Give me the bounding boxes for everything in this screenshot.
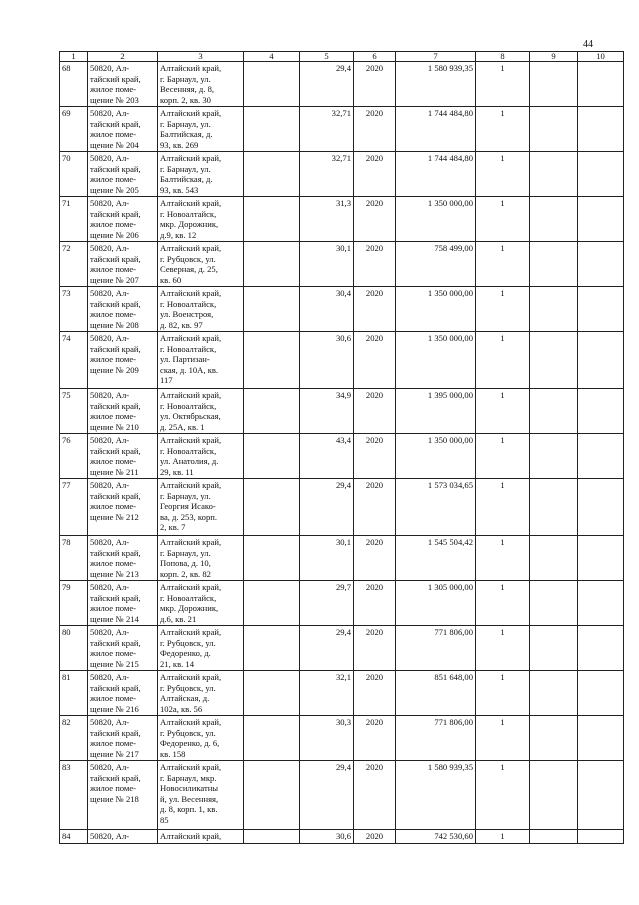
row-number: 84 bbox=[60, 830, 88, 844]
area-value: 31,3 bbox=[300, 197, 354, 242]
year-value: 2020 bbox=[354, 62, 396, 107]
object-name: 50820, Ал- тайский край, жилое поме- щение № 214 bbox=[88, 581, 158, 626]
cell-col4 bbox=[244, 626, 300, 671]
cell-col4 bbox=[244, 716, 300, 761]
table-row bbox=[60, 107, 624, 152]
object-name: 50820, Ал- тайский край, жилое поме- щение № 208 bbox=[88, 287, 158, 332]
column-header: 7 bbox=[396, 52, 476, 62]
table-row bbox=[60, 671, 624, 716]
cell-col10 bbox=[578, 152, 624, 197]
object-name: 50820, Ал- тайский край, жилое поме- щение № 206 bbox=[88, 197, 158, 242]
object-address: Алтайский край, г. Барнаул, ул. Весенняя, д. 8, корп. 2, кв. 30 bbox=[158, 62, 244, 107]
cost-value: 742 530,60 bbox=[396, 830, 476, 844]
year-value: 2020 bbox=[354, 830, 396, 844]
quantity-value: 1 bbox=[476, 716, 530, 761]
column-header: 9 bbox=[530, 52, 578, 62]
year-value: 2020 bbox=[354, 434, 396, 479]
year-value: 2020 bbox=[354, 761, 396, 830]
cell-col10 bbox=[578, 287, 624, 332]
quantity-value: 1 bbox=[476, 389, 530, 434]
cell-col9 bbox=[530, 107, 578, 152]
quantity-value: 1 bbox=[476, 626, 530, 671]
year-value: 2020 bbox=[354, 536, 396, 581]
cost-value: 1 350 000,00 bbox=[396, 197, 476, 242]
cell-col4 bbox=[244, 581, 300, 626]
page-number: 44 bbox=[583, 39, 593, 50]
column-header: 8 bbox=[476, 52, 530, 62]
column-header: 4 bbox=[244, 52, 300, 62]
cell-col10 bbox=[578, 671, 624, 716]
row-number: 81 bbox=[60, 671, 88, 716]
cost-value: 1 744 484,80 bbox=[396, 107, 476, 152]
area-value: 30,4 bbox=[300, 287, 354, 332]
cost-value: 1 545 504,42 bbox=[396, 536, 476, 581]
table-row bbox=[60, 152, 624, 197]
column-number-header bbox=[60, 52, 624, 62]
area-value: 34,9 bbox=[300, 389, 354, 434]
cost-value: 1 305 000,00 bbox=[396, 581, 476, 626]
quantity-value: 1 bbox=[476, 536, 530, 581]
object-name: 50820, Ал- тайский край, жилое поме- щение № 211 bbox=[88, 434, 158, 479]
cell-col4 bbox=[244, 830, 300, 844]
row-number: 78 bbox=[60, 536, 88, 581]
year-value: 2020 bbox=[354, 197, 396, 242]
cell-col4 bbox=[244, 152, 300, 197]
area-value: 30,1 bbox=[300, 536, 354, 581]
cell-col10 bbox=[578, 830, 624, 844]
cell-col4 bbox=[244, 107, 300, 152]
cell-col9 bbox=[530, 830, 578, 844]
table-row bbox=[60, 332, 624, 389]
cost-value: 1 744 484,80 bbox=[396, 152, 476, 197]
year-value: 2020 bbox=[354, 287, 396, 332]
table-row bbox=[60, 287, 624, 332]
object-address: Алтайский край, г. Рубцовск, ул. Северная, д. 25, кв. 60 bbox=[158, 242, 244, 287]
cell-col4 bbox=[244, 62, 300, 107]
cell-col10 bbox=[578, 479, 624, 536]
row-number: 71 bbox=[60, 197, 88, 242]
row-number: 79 bbox=[60, 581, 88, 626]
cell-col9 bbox=[530, 152, 578, 197]
table-row bbox=[60, 197, 624, 242]
cost-value: 758 499,00 bbox=[396, 242, 476, 287]
cell-col9 bbox=[530, 62, 578, 107]
area-value: 29,7 bbox=[300, 581, 354, 626]
row-number: 82 bbox=[60, 716, 88, 761]
cell-col9 bbox=[530, 581, 578, 626]
quantity-value: 1 bbox=[476, 62, 530, 107]
cell-col4 bbox=[244, 287, 300, 332]
area-value: 32,71 bbox=[300, 152, 354, 197]
object-address: Алтайский край, г. Рубцовск, ул. Федоренко, д. 21, кв. 14 bbox=[158, 626, 244, 671]
cell-col4 bbox=[244, 761, 300, 830]
row-number: 73 bbox=[60, 287, 88, 332]
cost-value: 1 573 034,65 bbox=[396, 479, 476, 536]
object-address: Алтайский край, г. Барнаул, ул. Георгия Исако- ва, д. 253, корп. 2, кв. 7 bbox=[158, 479, 244, 536]
row-number: 72 bbox=[60, 242, 88, 287]
area-value: 32,1 bbox=[300, 671, 354, 716]
object-name: 50820, Ал- тайский край, жилое поме- щение № 207 bbox=[88, 242, 158, 287]
area-value: 43,4 bbox=[300, 434, 354, 479]
row-number: 76 bbox=[60, 434, 88, 479]
table-row bbox=[60, 716, 624, 761]
cell-col4 bbox=[244, 434, 300, 479]
table-row bbox=[60, 434, 624, 479]
cell-col10 bbox=[578, 536, 624, 581]
object-address: Алтайский край, г. Барнаул, ул. Попова, д. 10, корп. 2, кв. 82 bbox=[158, 536, 244, 581]
object-name: 50820, Ал- тайский край, жилое поме- щение № 218 bbox=[88, 761, 158, 830]
object-address: Алтайский край, г. Новоалтайск, ул. Военстроя, д. 82, кв. 97 bbox=[158, 287, 244, 332]
cell-col9 bbox=[530, 389, 578, 434]
cell-col10 bbox=[578, 62, 624, 107]
quantity-value: 1 bbox=[476, 830, 530, 844]
cell-col9 bbox=[530, 479, 578, 536]
row-number: 68 bbox=[60, 62, 88, 107]
object-name: 50820, Ал- тайский край, жилое поме- щение № 204 bbox=[88, 107, 158, 152]
table-row bbox=[60, 830, 624, 844]
quantity-value: 1 bbox=[476, 152, 530, 197]
table-row bbox=[60, 242, 624, 287]
cost-value: 1 395 000,00 bbox=[396, 389, 476, 434]
quantity-value: 1 bbox=[476, 242, 530, 287]
object-address: Алтайский край, г. Барнаул, мкр. Новосиликатны й, ул. Весенняя, д. 8, корп. 1, кв. 85 bbox=[158, 761, 244, 830]
cell-col9 bbox=[530, 671, 578, 716]
area-value: 29,4 bbox=[300, 626, 354, 671]
area-value: 30,3 bbox=[300, 716, 354, 761]
cost-value: 771 806,00 bbox=[396, 626, 476, 671]
cell-col10 bbox=[578, 581, 624, 626]
cost-value: 1 580 939,35 bbox=[396, 761, 476, 830]
quantity-value: 1 bbox=[476, 434, 530, 479]
column-header: 1 bbox=[60, 52, 88, 62]
cost-value: 851 648,00 bbox=[396, 671, 476, 716]
row-number: 70 bbox=[60, 152, 88, 197]
row-number: 83 bbox=[60, 761, 88, 830]
cell-col9 bbox=[530, 716, 578, 761]
table-row bbox=[60, 761, 624, 830]
area-value: 30,6 bbox=[300, 332, 354, 389]
area-value: 30,1 bbox=[300, 242, 354, 287]
table-row bbox=[60, 626, 624, 671]
cell-col10 bbox=[578, 626, 624, 671]
object-address: Алтайский край, г. Рубцовск, ул. Федоренко, д. 6, кв. 158 bbox=[158, 716, 244, 761]
column-header: 6 bbox=[354, 52, 396, 62]
row-number: 75 bbox=[60, 389, 88, 434]
cell-col10 bbox=[578, 716, 624, 761]
cell-col10 bbox=[578, 389, 624, 434]
cell-col9 bbox=[530, 242, 578, 287]
cost-value: 1 350 000,00 bbox=[396, 332, 476, 389]
cell-col9 bbox=[530, 536, 578, 581]
year-value: 2020 bbox=[354, 671, 396, 716]
object-name: 50820, Ал- тайский край, жилое поме- щение № 213 bbox=[88, 536, 158, 581]
object-name: 50820, Ал- тайский край, жилое поме- щение № 203 bbox=[88, 62, 158, 107]
year-value: 2020 bbox=[354, 389, 396, 434]
cell-col9 bbox=[530, 761, 578, 830]
column-header: 3 bbox=[158, 52, 244, 62]
year-value: 2020 bbox=[354, 242, 396, 287]
column-header: 5 bbox=[300, 52, 354, 62]
quantity-value: 1 bbox=[476, 332, 530, 389]
year-value: 2020 bbox=[354, 152, 396, 197]
cell-col10 bbox=[578, 242, 624, 287]
quantity-value: 1 bbox=[476, 761, 530, 830]
cell-col4 bbox=[244, 332, 300, 389]
year-value: 2020 bbox=[354, 107, 396, 152]
object-name: 50820, Ал- тайский край, жилое поме- щение № 216 bbox=[88, 671, 158, 716]
cell-col10 bbox=[578, 107, 624, 152]
quantity-value: 1 bbox=[476, 671, 530, 716]
column-header: 2 bbox=[88, 52, 158, 62]
cell-col4 bbox=[244, 197, 300, 242]
row-number: 69 bbox=[60, 107, 88, 152]
quantity-value: 1 bbox=[476, 197, 530, 242]
cell-col9 bbox=[530, 434, 578, 479]
table-row bbox=[60, 479, 624, 536]
property-register-table bbox=[59, 51, 624, 844]
object-address: Алтайский край, г. Новоалтайск, ул. Партизан- ская, д. 10А, кв. 117 bbox=[158, 332, 244, 389]
object-name: 50820, Ал- тайский край, жилое поме- щение № 215 bbox=[88, 626, 158, 671]
cell-col10 bbox=[578, 434, 624, 479]
cell-col4 bbox=[244, 479, 300, 536]
object-name: 50820, Ал- bbox=[88, 830, 158, 844]
table-row bbox=[60, 581, 624, 626]
object-name: 50820, Ал- тайский край, жилое поме- щение № 209 bbox=[88, 332, 158, 389]
cost-value: 1 350 000,00 bbox=[396, 287, 476, 332]
object-name: 50820, Ал- тайский край, жилое поме- щение № 212 bbox=[88, 479, 158, 536]
object-name: 50820, Ал- тайский край, жилое поме- щение № 210 bbox=[88, 389, 158, 434]
area-value: 30,6 bbox=[300, 830, 354, 844]
area-value: 29,4 bbox=[300, 761, 354, 830]
quantity-value: 1 bbox=[476, 479, 530, 536]
row-number: 77 bbox=[60, 479, 88, 536]
quantity-value: 1 bbox=[476, 107, 530, 152]
cell-col9 bbox=[530, 287, 578, 332]
table-body bbox=[60, 62, 624, 844]
cell-col4 bbox=[244, 389, 300, 434]
object-address: Алтайский край, г. Новоалтайск, мкр. Дорожник, д.9, кв. 12 bbox=[158, 197, 244, 242]
year-value: 2020 bbox=[354, 581, 396, 626]
cell-col4 bbox=[244, 671, 300, 716]
year-value: 2020 bbox=[354, 626, 396, 671]
object-name: 50820, Ал- тайский край, жилое поме- щение № 205 bbox=[88, 152, 158, 197]
quantity-value: 1 bbox=[476, 581, 530, 626]
area-value: 29,4 bbox=[300, 62, 354, 107]
area-value: 29,4 bbox=[300, 479, 354, 536]
year-value: 2020 bbox=[354, 332, 396, 389]
year-value: 2020 bbox=[354, 479, 396, 536]
cell-col10 bbox=[578, 332, 624, 389]
object-address: Алтайский край, г. Барнаул, ул. Балтийская, д. 93, кв. 543 bbox=[158, 152, 244, 197]
cost-value: 1 580 939,35 bbox=[396, 62, 476, 107]
cell-col10 bbox=[578, 197, 624, 242]
table-row bbox=[60, 62, 624, 107]
cost-value: 771 806,00 bbox=[396, 716, 476, 761]
cell-col9 bbox=[530, 626, 578, 671]
cell-col10 bbox=[578, 761, 624, 830]
cell-col4 bbox=[244, 536, 300, 581]
object-address: Алтайский край, г. Рубцовск, ул. Алтайская, д. 102а, кв. 56 bbox=[158, 671, 244, 716]
quantity-value: 1 bbox=[476, 287, 530, 332]
column-header: 10 bbox=[578, 52, 624, 62]
area-value: 32,71 bbox=[300, 107, 354, 152]
object-address: Алтайский край, bbox=[158, 830, 244, 844]
object-address: Алтайский край, г. Новоалтайск, ул. Анатолия, д. 29, кв. 11 bbox=[158, 434, 244, 479]
object-address: Алтайский край, г. Барнаул, ул. Балтийская, д. 93, кв. 269 bbox=[158, 107, 244, 152]
object-address: Алтайский край, г. Новоалтайск, ул. Октябрьская, д. 25А, кв. 1 bbox=[158, 389, 244, 434]
row-number: 74 bbox=[60, 332, 88, 389]
cell-col9 bbox=[530, 197, 578, 242]
table-row bbox=[60, 536, 624, 581]
table-row bbox=[60, 389, 624, 434]
object-address: Алтайский край, г. Новоалтайск, мкр. Дорожник, д.6, кв. 21 bbox=[158, 581, 244, 626]
cell-col4 bbox=[244, 242, 300, 287]
object-name: 50820, Ал- тайский край, жилое поме- щение № 217 bbox=[88, 716, 158, 761]
cell-col9 bbox=[530, 332, 578, 389]
cost-value: 1 350 000,00 bbox=[396, 434, 476, 479]
row-number: 80 bbox=[60, 626, 88, 671]
year-value: 2020 bbox=[354, 716, 396, 761]
